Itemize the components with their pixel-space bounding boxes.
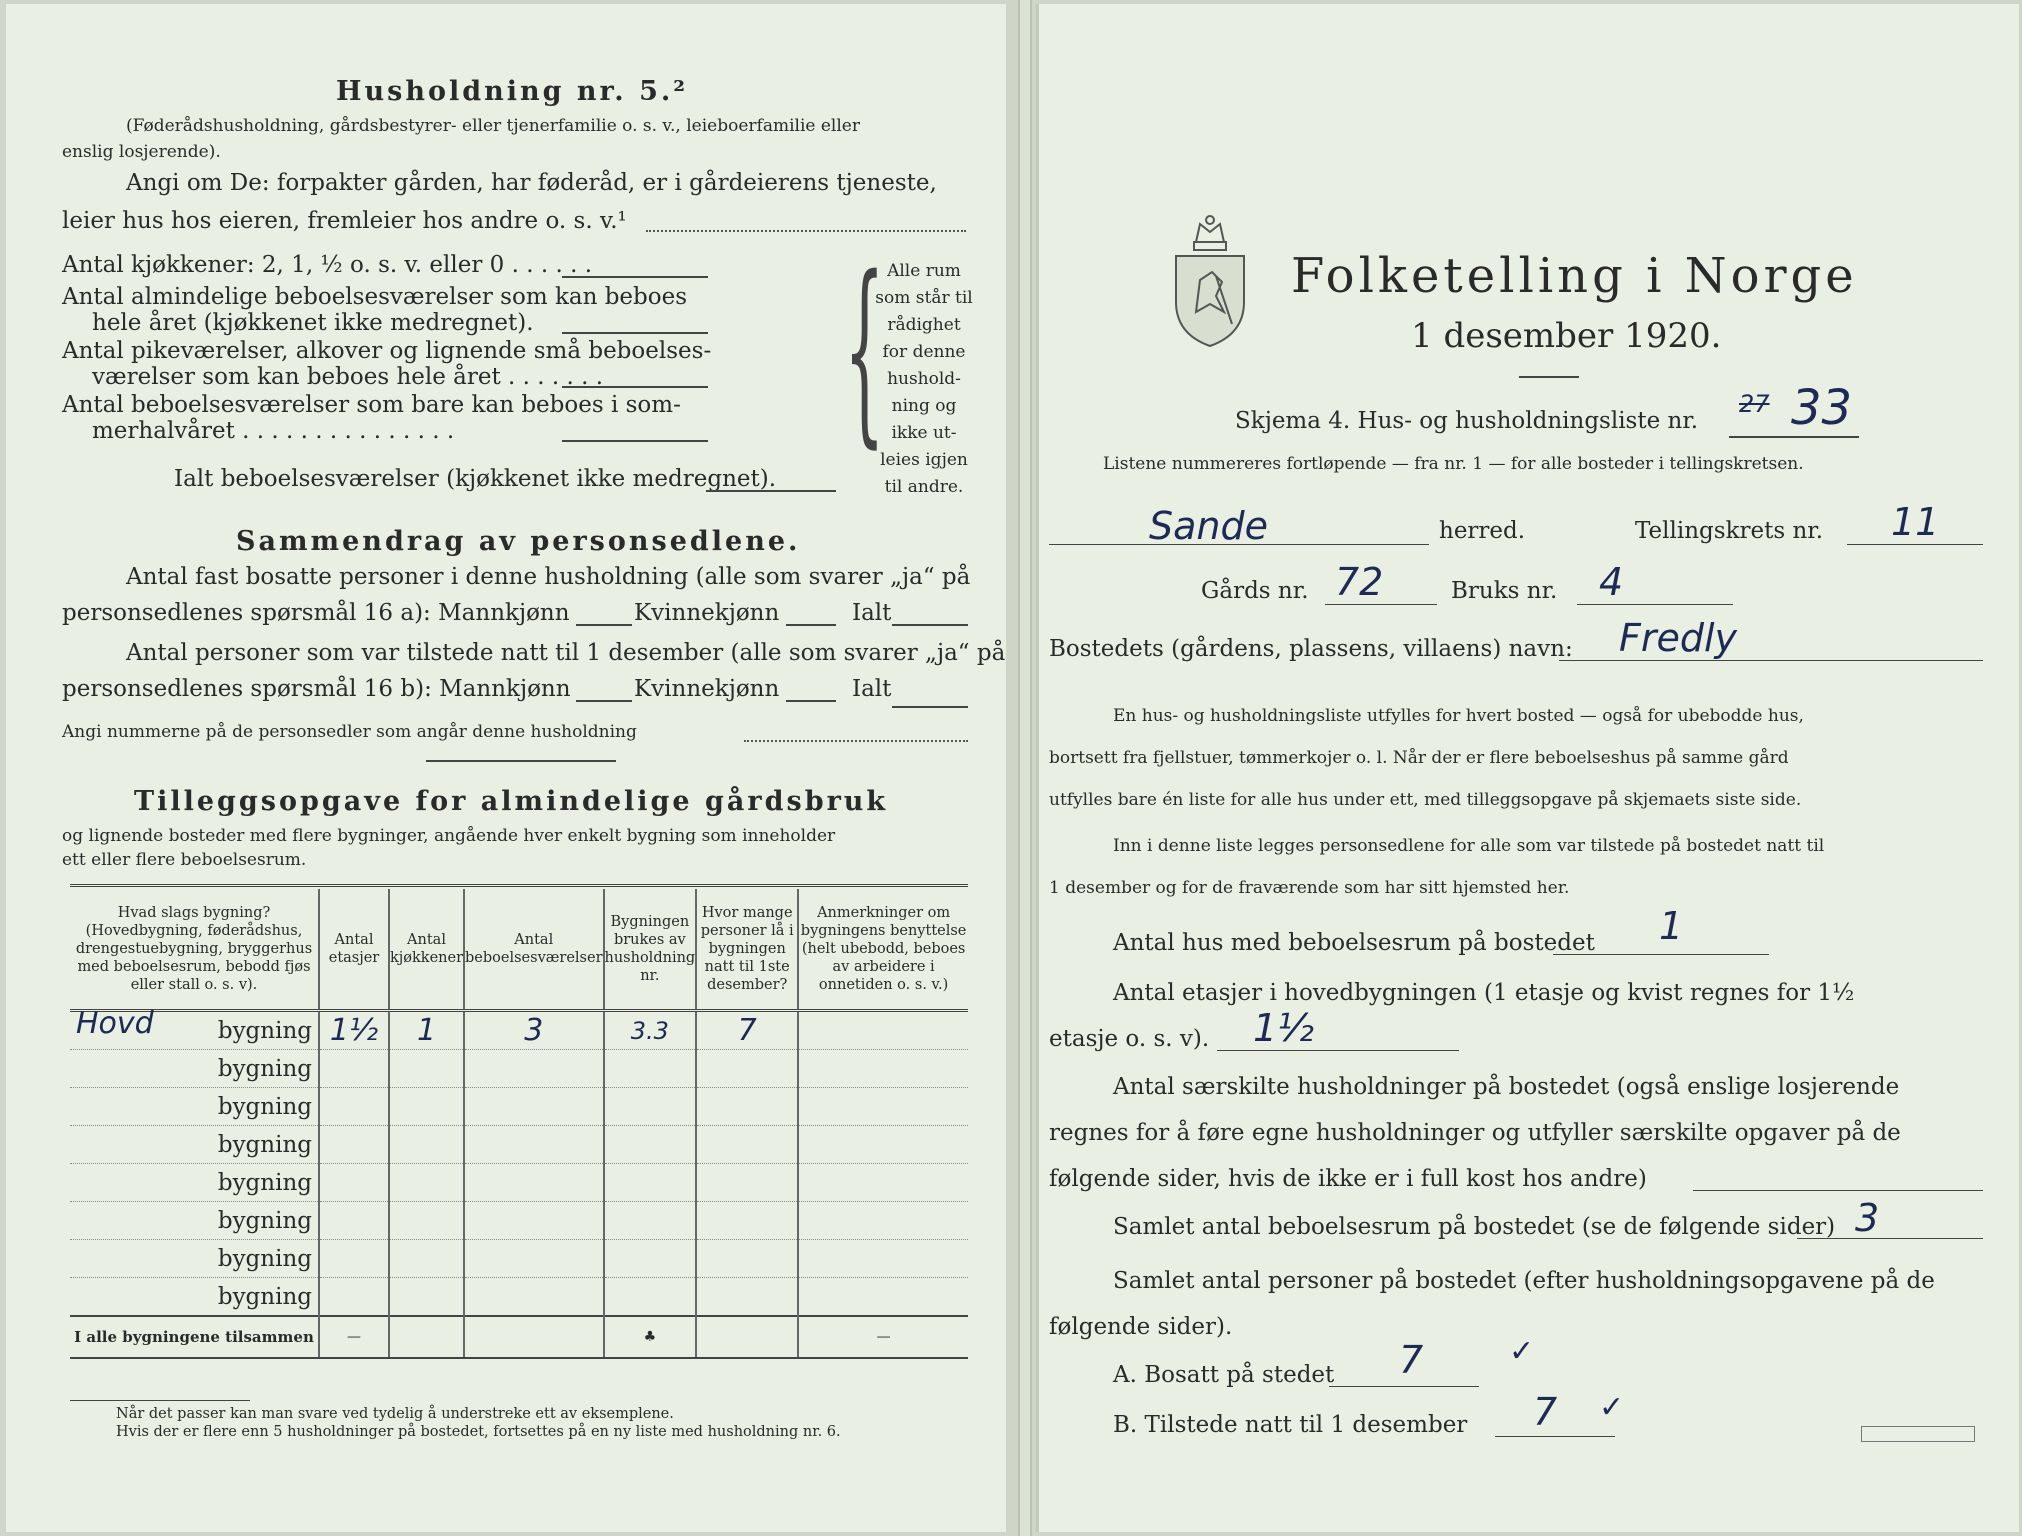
rooms-line-7: merhalvåret . . . . . . . . . . . . . . . (92, 418, 455, 444)
summary-title: Sammendrag av personsedlene. (236, 526, 801, 557)
sum-dash-2: — (798, 1316, 968, 1358)
bygning-label: bygning (70, 1126, 319, 1164)
bosatt-value: 7 (1399, 1338, 1424, 1382)
samlet-rum-line (1797, 1238, 1983, 1239)
census-date: 1 desember 1920. (1411, 316, 1722, 356)
row-kjokken: 1 (389, 1011, 464, 1050)
antal-hus-value: 1 (1659, 904, 1684, 948)
etasjer-value: 1½ (1253, 1006, 1315, 1050)
para-1-line-1: En hus- og husholdningsliste utfylles for hvert bosted — også for ubebodde hus, (1113, 706, 1804, 726)
rooms-line-6: Antal beboelsesværelser som bare kan beboes i som- (62, 392, 681, 418)
angi-line-1: Angi om De: forpakter gården, har føderåd, er i gårdeierens tjeneste, (126, 170, 937, 196)
check-mark-icon: ✓ (1599, 1390, 1625, 1425)
side-note-8: leies igjen (880, 450, 968, 470)
bygning-label: bygning (70, 1202, 319, 1240)
summary-1-kvinne-line (786, 624, 836, 626)
col-personer-header: Hvor mange personer lå i bygningen natt til 1ste desember? (696, 889, 798, 1011)
tilstede-value: 7 (1533, 1390, 1558, 1434)
angi-answer-line (646, 230, 966, 232)
liste-nr-line (1729, 436, 1859, 438)
saerskilte-line (1693, 1190, 1983, 1191)
rooms-answer-2 (562, 332, 708, 334)
bruks-value: 4 (1599, 560, 1624, 604)
table-row (70, 1164, 968, 1202)
building-table (70, 889, 968, 1359)
bosted-value: Fredly (1619, 616, 1738, 660)
side-note-2: som står til (875, 288, 973, 308)
etasjer-line-2: etasje o. s. v). (1049, 1026, 1210, 1052)
side-note-1: Alle rum (887, 261, 961, 281)
para-2-line-1: Inn i denne liste legges personsedlene for alle som var tilstede på bostedet natt til (1113, 836, 1825, 856)
bosatt-label: A. Bosatt på stedet (1113, 1362, 1335, 1388)
rooms-line-5: værelser som kan beboes hele året . . . . . . . (92, 364, 604, 390)
samlet-pers-line-2: følgende sider). (1049, 1314, 1233, 1340)
row-personer: 7 (696, 1011, 798, 1050)
bosted-line (1559, 660, 1983, 661)
coat-of-arms-icon (1166, 212, 1254, 352)
col-anm-header: Anmerkninger om bygningens benyttelse (helt ubebodd, beboes av arbeidere i onnetiden o. s. v.) (798, 889, 968, 1011)
herred-value: Sande (1149, 504, 1268, 548)
footnote-rule (70, 1400, 250, 1401)
side-note-5: hushold- (887, 369, 961, 389)
summary-2-ialt: Ialt (852, 676, 892, 702)
table-row (70, 1088, 968, 1126)
para-1-line-3: utfylles bare én liste for alle hus under ett, med tilleggsopgave på skjemaets siste side. (1049, 790, 1802, 810)
sum-label: I alle bygningene tilsammen (70, 1316, 319, 1358)
main-title: Folketelling i Norge (1291, 248, 1858, 304)
samlet-pers-line-1: Samlet antal personer på bostedet (efter husholdningsopgavene på de (1113, 1268, 1935, 1294)
saerskilte-line-1: Antal særskilte husholdninger på bostedet (også enslige losjerende (1113, 1074, 1900, 1100)
tellingskrets-label: Tellingskrets nr. (1635, 518, 1824, 544)
side-note-3: rådighet (887, 315, 961, 335)
left-page (6, 4, 1006, 1532)
tillegg-title: Tilleggsopgave for almindelige gårdsbruk (134, 786, 889, 817)
bosatt-line (1329, 1386, 1479, 1387)
rooms-answer-3 (562, 386, 708, 388)
bosted-label: Bostedets (gårdens, plassens, villaens) navn: (1049, 636, 1573, 662)
printer-stamp (1861, 1426, 1975, 1442)
col-kjokken-header: Antal kjøkkener (389, 889, 464, 1011)
summary-2-kvinne-line (786, 700, 836, 702)
tilstede-label: B. Tilstede natt til 1 desember (1113, 1412, 1468, 1438)
gards-value: 72 (1335, 560, 1384, 604)
struck-number: 27 (1739, 390, 1770, 418)
etasjer-answer-line (1217, 1050, 1459, 1051)
rooms-line-3: hele året (kjøkkenet ikke medregnet). (92, 310, 534, 336)
tilstede-line (1495, 1436, 1615, 1437)
summary-2-kvinne: Kvinnekjønn (634, 676, 780, 702)
page-fold (1018, 0, 1032, 1536)
col-type-header: Hvad slags bygning? (Hovedbygning, føderådshus, drengestuebygning, bryggerhus med beboelsesrum, bebodd fjøs eller stall o. s. v). (70, 889, 319, 1011)
para-1-line-2: bortsett fra fjellstuer, tømmerkojer o. l. Når der er flere beboelseshus på samme gård (1049, 748, 1789, 768)
summary-1a: Antal fast bosatte personer i denne husholdning (alle som svarer „ja“ på (126, 564, 971, 590)
summary-2-mann-line (576, 700, 632, 702)
rooms-total: Ialt beboelsesværelser (kjøkkenet ikke medregnet). (174, 466, 777, 492)
summary-1-kvinne: Kvinnekjønn (634, 600, 780, 626)
check-mark-icon: ✓ (1509, 1334, 1535, 1369)
sum-dash-1: — (319, 1316, 389, 1358)
angi-numre: Angi nummerne på de personsedler som angår denne husholdning (62, 722, 637, 742)
table-row (70, 1278, 968, 1317)
gards-label: Gårds nr. (1201, 578, 1309, 604)
etasjer-line-1: Antal etasjer i hovedbygningen (1 etasje og kvist regnes for 1½ (1113, 980, 1855, 1006)
tellingskrets-line (1847, 544, 1983, 545)
table-row (70, 1240, 968, 1278)
rooms-line-2: Antal almindelige beboelsesværelser som kan beboes (62, 284, 688, 310)
table-sum-row (70, 1316, 968, 1358)
summary-2-ialt-line (892, 706, 968, 708)
side-note-4: for denne (882, 342, 966, 362)
table-row (70, 1050, 968, 1088)
row-type: Hovd (76, 1006, 154, 1041)
summary-1-ialt: Ialt (852, 600, 892, 626)
angi-line-2: leier hus hos eieren, fremleier hos andre o. s. v.¹ (62, 208, 627, 234)
intro-paren-2: enslig losjerende). (62, 142, 221, 162)
footnote-1: Når det passer kan man svare ved tydelig å understreke ett av eksemplene. (116, 1406, 674, 1422)
section-divider (426, 760, 616, 762)
summary-1-ialt-line (892, 624, 968, 626)
samlet-rum-label: Samlet antal beboelsesrum på bostedet (se de følgende sider) (1113, 1214, 1836, 1240)
col-etasjer-header: Antal etasjer (319, 889, 389, 1011)
angi-numre-line (744, 740, 968, 742)
col-hush-header: Bygningen brukes av husholdning nr. (604, 889, 697, 1011)
row-vaerelser: 3 (464, 1011, 603, 1050)
brace: { (844, 238, 885, 468)
summary-1-mann-line (576, 624, 632, 626)
side-note-9: til andre. (884, 477, 964, 497)
table-row (70, 1202, 968, 1240)
antal-hus-line (1553, 954, 1769, 955)
intro-paren-1: (Føderådshusholdning, gårdsbestyrer- eller tjenerfamilie o. s. v., leieboerfamilie eller (126, 116, 860, 136)
rooms-total-answer (706, 490, 836, 492)
bruks-label: Bruks nr. (1451, 578, 1558, 604)
footnote-2: Hvis der er flere enn 5 husholdninger på bostedet, fortsettes på en ny liste med husholdning nr. 6. (116, 1424, 841, 1440)
herred-label: herred. (1439, 518, 1526, 544)
listene-note: Listene nummereres fortløpende — fra nr. 1 — for alle bosteder i tellingskretsen. (1103, 454, 1804, 474)
row-hush: 3.3 (604, 1011, 697, 1050)
tillegg-line-2: ett eller flere beboelsesrum. (62, 850, 307, 870)
table-row (70, 1126, 968, 1164)
antal-hus-label: Antal hus med beboelsesrum på bostedet (1113, 930, 1595, 956)
liste-nr-value: 33 (1791, 380, 1853, 436)
right-page (1036, 4, 2019, 1532)
samlet-rum-value: 3 (1855, 1196, 1880, 1240)
table-row (70, 1011, 968, 1050)
bygning-label: bygning (70, 1240, 319, 1278)
bruks-line (1577, 604, 1733, 605)
tillegg-line-1: og lignende bosteder med flere bygninger, angående hver enkelt bygning som inneholder (62, 826, 836, 846)
household-title: Husholdning nr. 5.² (336, 76, 689, 107)
para-2-line-2: 1 desember og for de fraværende som har sitt hjemsted her. (1049, 878, 1570, 898)
bygning-label: bygning (70, 1164, 319, 1202)
rooms-answer-4 (562, 440, 708, 442)
skjema-label: Skjema 4. Hus- og husholdningsliste nr. (1235, 408, 1699, 434)
rooms-answer-1 (562, 276, 708, 278)
saerskilte-line-3: følgende sider, hvis de ikke er i full kost hos andre) (1049, 1166, 1647, 1192)
tellingskrets-value: 11 (1891, 500, 1940, 544)
col-vaerelser-header: Antal beboelsesværelser (464, 889, 603, 1011)
bygning-label: bygning (217, 1017, 312, 1044)
bygning-label: bygning (70, 1278, 319, 1317)
row-anm (798, 1011, 968, 1050)
bygning-label: bygning (70, 1050, 319, 1088)
bygning-label: bygning (70, 1088, 319, 1126)
saerskilte-line-2: regnes for å føre egne husholdninger og utfyller særskilte opgaver på de (1049, 1120, 1901, 1146)
title-rule (1519, 376, 1579, 378)
sum-mark: ♣ (604, 1316, 697, 1358)
rooms-line-4: Antal pikeværelser, alkover og lignende små beboelses- (62, 338, 712, 364)
summary-2a: Antal personer som var tilstede natt til 1 desember (alle som svarer „ja“ på (126, 640, 1006, 666)
table-top-rule (70, 884, 968, 887)
summary-2b: personsedlenes spørsmål 16 b): Mannkjønn (62, 676, 571, 702)
side-note-6: ning og (891, 396, 957, 416)
rooms-line-1: Antal kjøkkener: 2, 1, ½ o. s. v. eller 0 . . . . . . (62, 252, 593, 278)
gards-line (1325, 604, 1437, 605)
summary-1b: personsedlenes spørsmål 16 a): Mannkjønn (62, 600, 570, 626)
row-etasjer: 1½ (319, 1011, 389, 1050)
side-note-7: ikke ut- (891, 423, 957, 443)
